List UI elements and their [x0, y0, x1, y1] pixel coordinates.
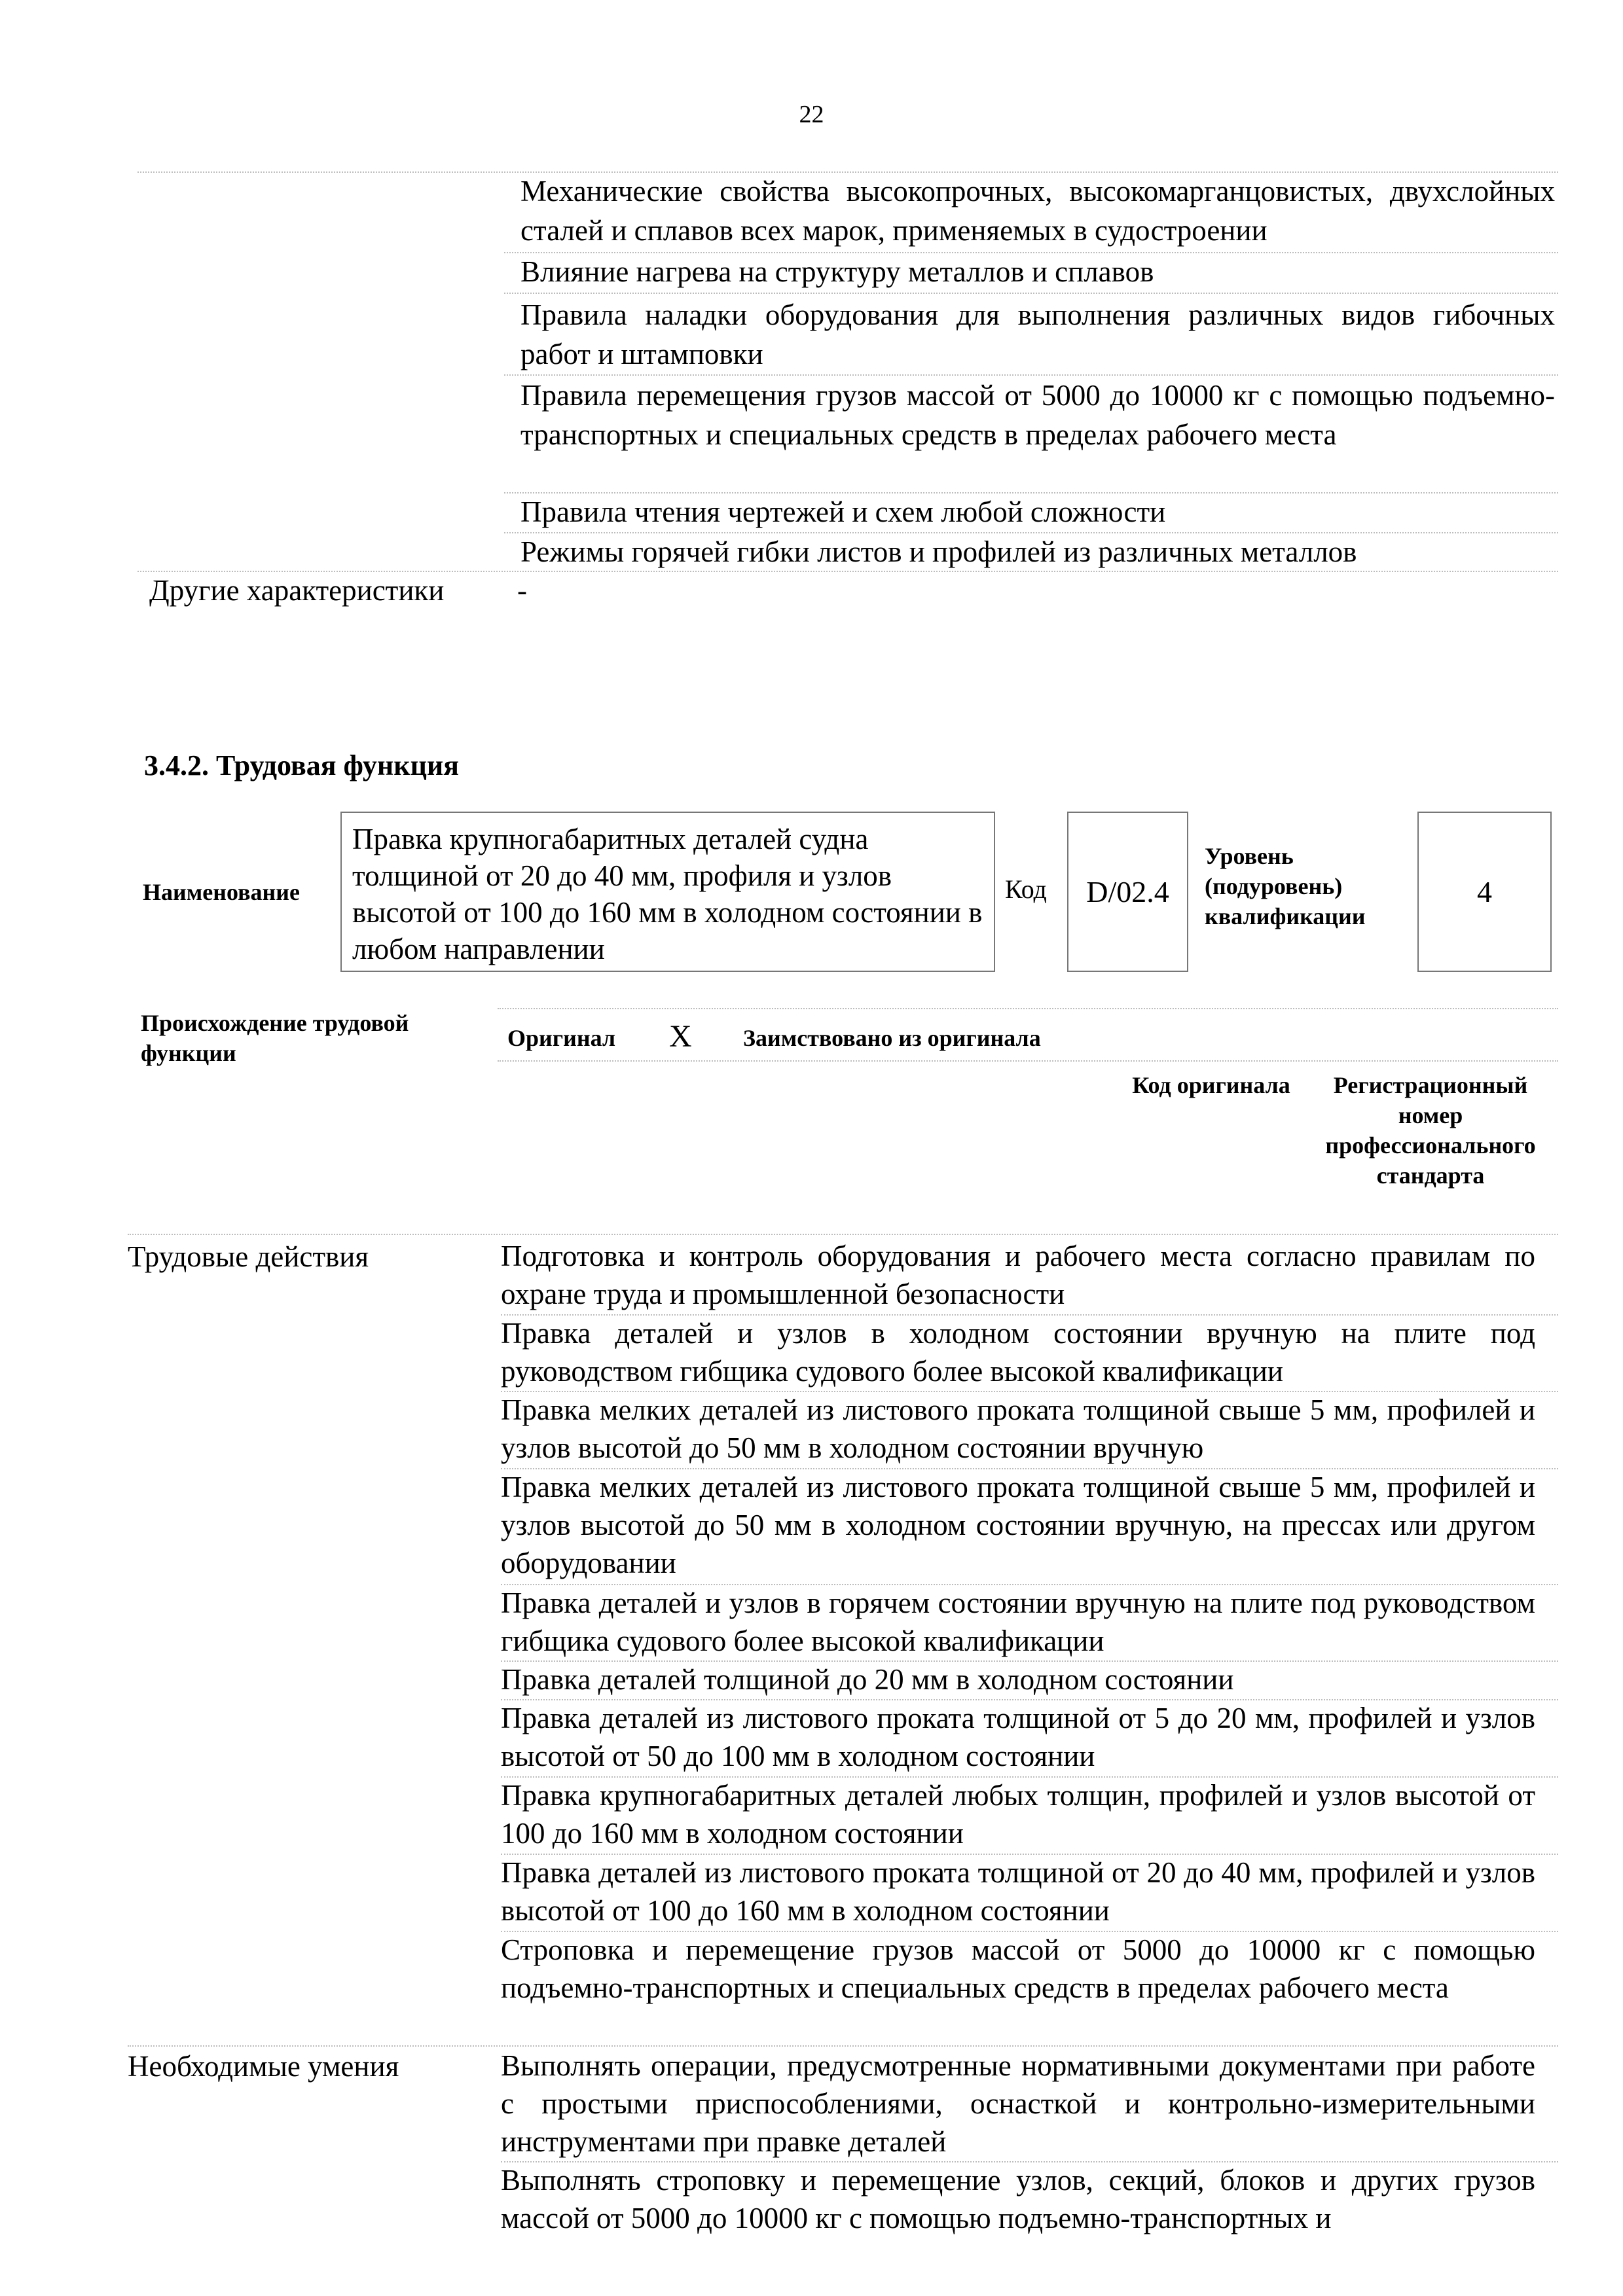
function-name-box: Правка крупногабаритных деталей судна толщиной от 20 до 40 мм, профиля и узлов высотой от 100 до 160 мм в холодном состоянии в любом направлении [340, 812, 995, 972]
table-divider [504, 293, 1558, 294]
labour-action-item: Правка деталей и узлов в холодном состоянии вручную на плите под руководством гибщика судового более высокой квалификации [501, 1317, 1535, 1388]
table-divider [128, 1234, 1558, 1235]
labour-action-item: Правка деталей из листового проката толщиной от 20 до 40 мм, профилей и узлов высотой от 100 до 160 мм в холодном состоянии [501, 1856, 1535, 1927]
knowledge-item: Режимы горячей гибки листов и профилей из различных металлов [520, 535, 1357, 568]
labour-action-item: Правка деталей из листового проката толщиной от 5 до 20 мм, профилей и узлов высотой от 50 до 100 мм в холодном состоянии [501, 1702, 1535, 1772]
labour-action-item: Строповка и перемещение грузов массой от 5000 до 10000 кг с помощью подъемно-транспортных и специальных средств в пределах рабочего места [501, 1933, 1535, 2004]
name-label: Наименование [143, 879, 300, 905]
skill-item: Выполнять операции, предусмотренные нормативными документами при работе с простыми приспособлениями, оснасткой и контрольно-измерительными инструментами при правке деталей [501, 2049, 1535, 2158]
knowledge-item: Правила наладки оборудования для выполнения различных видов гибочных работ и штамповки [520, 298, 1555, 370]
knowledge-item: Правила перемещения грузов массой от 5000 до 10000 кг с помощью подъемно-транспортных и специальных средств в пределах рабочего места [520, 379, 1555, 451]
page-number: 22 [799, 101, 824, 128]
knowledge-item: Правила чтения чертежей и схем любой сложности [520, 495, 1166, 528]
labour-action-item: Правка мелких деталей из листового проката толщиной свыше 5 мм, профилей и узлов высотой до 50 мм в холодном состоянии вручную, на прессах или другом оборудовании [501, 1471, 1535, 1579]
other-characteristics-value: - [517, 574, 527, 607]
other-characteristics-label: Другие характеристики [149, 574, 445, 607]
required-skills-label: Необходимые умения [128, 2050, 399, 2083]
qualification-level-label: Уровень (подуровень) квалификации [1205, 843, 1366, 929]
section-title: 3.4.2. Трудовая функция [144, 749, 460, 781]
skill-item: Выполнять строповку и перемещение узлов, секций, блоков и других грузов массой от 5000 до 10000 кг с помощью подъемно-транспортных и [501, 2164, 1535, 2234]
origin-mark: X [669, 1019, 692, 1054]
labour-actions-label: Трудовые действия [128, 1240, 369, 1273]
origin-borrowed-option: Заимствовано из оригинала [743, 1025, 1041, 1051]
origin-original-option: Оригинал [507, 1025, 616, 1051]
labour-action-item: Правка крупногабаритных деталей любых толщин, профилей и узлов высотой от 100 до 160 мм в холодном состоянии [501, 1779, 1535, 1850]
labour-action-item: Правка деталей толщиной до 20 мм в холодном состоянии [501, 1663, 1234, 1696]
table-divider [498, 1060, 1558, 1062]
knowledge-item: Влияние нагрева на структуру металлов и сплавов [520, 255, 1154, 288]
code-label: Код [1005, 874, 1047, 904]
labour-action-item: Правка мелких деталей из листового проката толщиной свыше 5 мм, профилей и узлов высотой до 50 мм в холодном состоянии вручную [501, 1393, 1535, 1464]
original-code-label: Код оригинала [1132, 1072, 1290, 1098]
labour-action-item: Правка деталей и узлов в горячем состоянии вручную на плите под руководством гибщика судового более высокой квалификации [501, 1587, 1535, 1657]
origin-label: Происхождение трудовой функции [141, 1010, 409, 1066]
function-code-box: D/02.4 [1067, 812, 1188, 972]
registration-number-label: Регистрационный номер профессионального стандарта [1325, 1072, 1536, 1189]
labour-action-item: Подготовка и контроль оборудования и рабочего места согласно правилам по охране труда и промышленной безопасности [501, 1240, 1535, 1310]
table-divider [498, 1008, 1558, 1009]
knowledge-item: Механические свойства высокопрочных, высокомарганцовистых, двухслойных сталей и сплавов всех марок, применяемых в судостроении [520, 175, 1555, 247]
qualification-level-box: 4 [1417, 812, 1552, 972]
